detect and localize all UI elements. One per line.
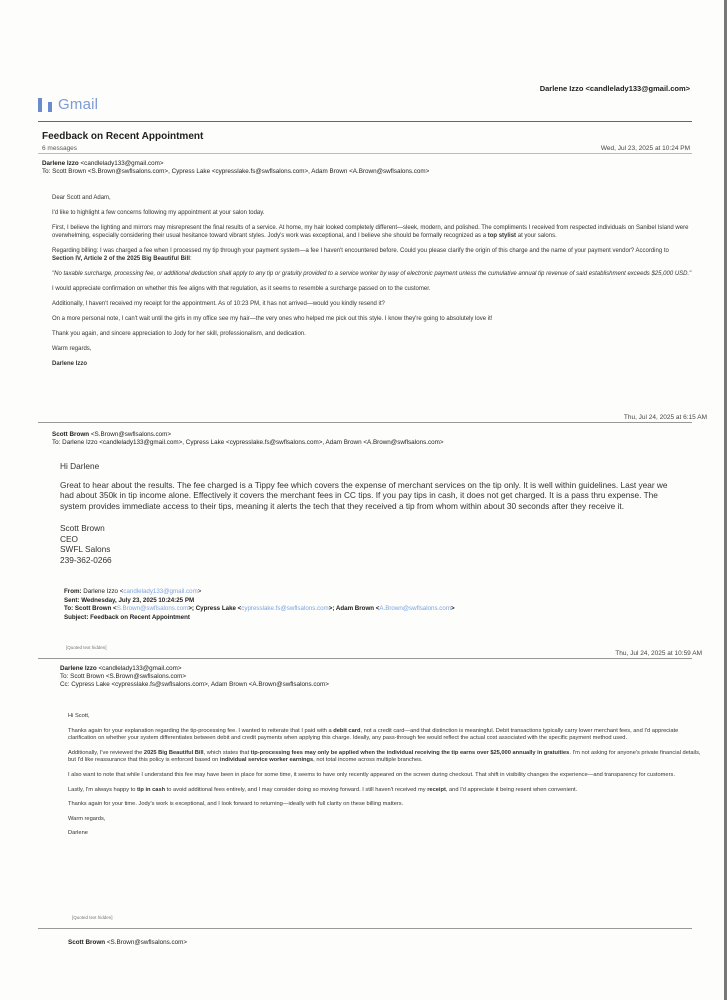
quoted-to-email-link-1[interactable]: S.Brown@swflsalons.com xyxy=(116,605,189,612)
message-2-body xyxy=(60,461,680,565)
message-divider-2 xyxy=(38,658,692,659)
message-3-paragraph-5: Thanks again for your time. Jody's work is exceptional, and I look forward to returning—ideally with full clarity on these billing matters. xyxy=(68,801,404,808)
message-1-closing: Warm regards, xyxy=(52,346,92,352)
message-3-paragraph-3: I also want to note that while I understand this fee may have been in place for some time, it seems to have only recently appeared on the screen during checkout. That shift in visibility changes the experience—and transparency for customers. xyxy=(68,771,675,778)
message-3-date: Thu, Jul 24, 2025 at 10:59 AM xyxy=(615,650,702,657)
message-3-recipients: To: Scott Brown <S.Brown@swflsalons.com> xyxy=(60,673,187,680)
message-2-header xyxy=(52,431,572,447)
message-2-paragraph: Great to hear about the results. The fee charged is a Tippy fee which covers the expense of merchant services on the tip only. It is well within guidelines. Last year we had about 350k in tip income alone. Effectively it covers the merchant fees in CC tips. If you pay tips in cash, it does not get charged. It is a pass thru expense. The system provides immediate access to their tips, meaning it alerts the tech that they received a tip from whom within about 30 seconds after they receive it. xyxy=(60,479,668,511)
message-1-quote: "No taxable surcharge, processing fee, or additional deduction shall apply to any tip or gratuity provided to a service worker by way of electronic payment unless the cumulative annual tip revenue of said establishment exceeds $25,000 USD." xyxy=(52,271,692,277)
message-1-sender-email: <candlelady133@gmail.com> xyxy=(80,160,164,167)
message-3-header xyxy=(60,665,580,689)
quoted-from-email-link[interactable]: candlelady133@gmail.com xyxy=(123,588,198,595)
message-3-sender: Darlene Izzo xyxy=(60,665,97,672)
message-2-sender-email: <S.Brown@swflsalons.com> xyxy=(90,431,172,438)
message-3-body xyxy=(68,713,708,845)
message-1-sender: Darlene Izzo xyxy=(42,160,79,167)
message-2-sender: Scott Brown xyxy=(52,431,90,438)
quoted-to-email-link-2[interactable]: cypresslake.fs@swflsalons.com xyxy=(241,605,329,612)
message-1-paragraph-5: I would appreciate confirmation on whether this fee aligns with that regulation, as it seems to resemble a surcharge passed on to the customer. xyxy=(52,286,431,292)
message-3-sender-email: <candlelady133@gmail.com> xyxy=(98,665,182,672)
message-divider-1 xyxy=(38,422,692,423)
account-header: Darlene Izzo <candlelady133@gmail.com> xyxy=(539,84,690,93)
message-1-body xyxy=(52,194,692,375)
signature-name: Scott Brown xyxy=(60,523,105,533)
message-1-header xyxy=(42,160,562,176)
message-2-date: Thu, Jul 24, 2025 at 6:15 AM xyxy=(623,414,707,421)
message-1-paragraph-8: Thank you again, and sincere appreciation to Jody for her skill, professionalism, and dedication. xyxy=(52,331,306,337)
message-3-paragraph-1: Thanks again for your explanation regarding the tip-processing fee. I wanted to reiterate that I paid with a debit card, not a credit card—and that distinction is meaningful. Debit transactions typically carry lower merchant fees, and I'd appreciate clarification on whether your system differentiates between debit and credit payments when applying this charge. Ideally, any pass-through fee would reflect the actual cost associated with the specific payment method used. xyxy=(68,727,679,742)
message-1-date: Wed, Jul 23, 2025 at 10:24 PM xyxy=(600,145,690,152)
message-3-greeting: Hi Scott, xyxy=(68,713,90,719)
subject-divider xyxy=(38,153,692,154)
message-1-paragraph-2: First, I believe the lighting and mirrors may misrepresent the final results of a service. At home, my hair looked completely different—sleek, modern, and polished. The compliments I received from respected individuals on Sanibel Island were overwhelming, especially considering their usual hesitance toward vibrant styles. Jody's work was exceptional, and I believe she should be formally recognized as a top stylist at your salons. xyxy=(52,225,689,239)
message-1-greeting: Dear Scott and Adam, xyxy=(52,195,111,201)
quoted-sent-line: Sent: Wednesday, July 23, 2025 10:24:25 PM xyxy=(64,596,195,604)
message-3-closing: Warm regards, xyxy=(68,815,106,822)
gmail-logo xyxy=(38,96,98,113)
message-4-header xyxy=(68,939,588,947)
quoted-to-line: To: Scott Brown <S.Brown@swflsalons.com>; Cypress Lake <cypresslake.fs@swflsalons.com>; Adam Brown <A.Brown@swflsalons.com> xyxy=(64,605,455,612)
thread-subject: Feedback on Recent Appointment xyxy=(42,131,204,142)
message-3-signature: Darlene xyxy=(68,830,88,837)
message-4-sender: Scott Brown xyxy=(68,939,106,946)
message-4-sender-email: <S.Brown@swflsalons.com> xyxy=(106,939,188,946)
message-3-cc: Cc: Cypress Lake <cypresslake.fs@swflsalons.com>, Adam Brown <A.Brown@swflsalons.com> xyxy=(60,681,329,688)
quoted-from-line: From: Darlene Izzo <candlelady133@gmail.com> xyxy=(64,588,202,595)
message-3-paragraph-4: Lastly, I'm always happy to tip in cash to avoid additional fees entirely, and I may consider doing so moving forward. I still haven't received my receipt, and I'd appreciate it being resent when convenient. xyxy=(68,786,578,793)
message-2-greeting: Hi Darlene xyxy=(60,461,100,471)
quoted-to-email-link-3[interactable]: A.Brown@swflsalons.com xyxy=(379,605,451,612)
message-divider-3 xyxy=(38,928,692,929)
signature-phone: 239-362-0266 xyxy=(60,554,112,565)
message-1-signature: Darlene Izzo xyxy=(52,361,88,367)
quoted-subject-line: Subject: Feedback on Recent Appointment xyxy=(64,613,190,621)
message-1-recipients: To: Scott Brown <S.Brown@swflsalons.com>, Cypress Lake <cypresslake.fs@swflsalons.com>, Adam Brown <A.Brown@swflsalons.com> xyxy=(42,168,430,175)
message-1-paragraph-6: Additionally, I haven't received my receipt for the appointment. As of 10:23 PM, it has not arrived—would you kindly resend it? xyxy=(52,301,385,307)
message-2-recipients: To: Darlene Izzo <candlelady133@gmail.com>, Cypress Lake <cypresslake.fs@swflsalons.com>, Adam Brown <A.Brown@swflsalons.com> xyxy=(52,439,444,446)
message-1-paragraph-7: On a more personal note, I can't wait until the girls in my office see my hair—the very ones who helped me pick out this style. I know they're going to absolutely love it! xyxy=(52,316,493,322)
message-1-paragraph-1: I'd like to highlight a few concerns following my appointment at your salon today. xyxy=(52,210,265,216)
gmail-logo-mark-icon-2 xyxy=(48,102,52,112)
message-2-signature xyxy=(60,523,680,565)
gmail-logo-text: Gmail xyxy=(58,96,99,113)
message-3-quoted-hidden[interactable]: [Quoted text hidden] xyxy=(72,915,113,920)
message-2-quoted-hidden[interactable]: [Quoted text hidden] xyxy=(66,645,107,650)
top-divider xyxy=(38,121,692,122)
gmail-logo-mark-icon xyxy=(38,98,42,112)
signature-company: SWFL Salons xyxy=(60,544,111,554)
message-2-quoted-header xyxy=(64,588,684,622)
message-3-paragraph-2: Additionally, I've reviewed the 2025 Big Beautiful Bill, which states that tip-processing fees may only be applied when the individual receiving the tip earns over $25,000 annually in gratuities. I'm not asking for anyone's private financial details, but I'd like reassurance that this policy is enforced based on individual service worker earnings, not total income across multiple branches. xyxy=(68,749,701,764)
message-1-paragraph-3: Regarding billing: I was charged a fee when I processed my tip through your payment system—a fee I haven't encountered before. Could you please clarify the origin of this charge and the name of your payment vendor? According to Section IV, Article 2 of the 2025 Big Beautiful Bill: xyxy=(52,248,669,262)
signature-title: CEO xyxy=(60,533,78,544)
message-count: 6 messages xyxy=(42,145,78,152)
